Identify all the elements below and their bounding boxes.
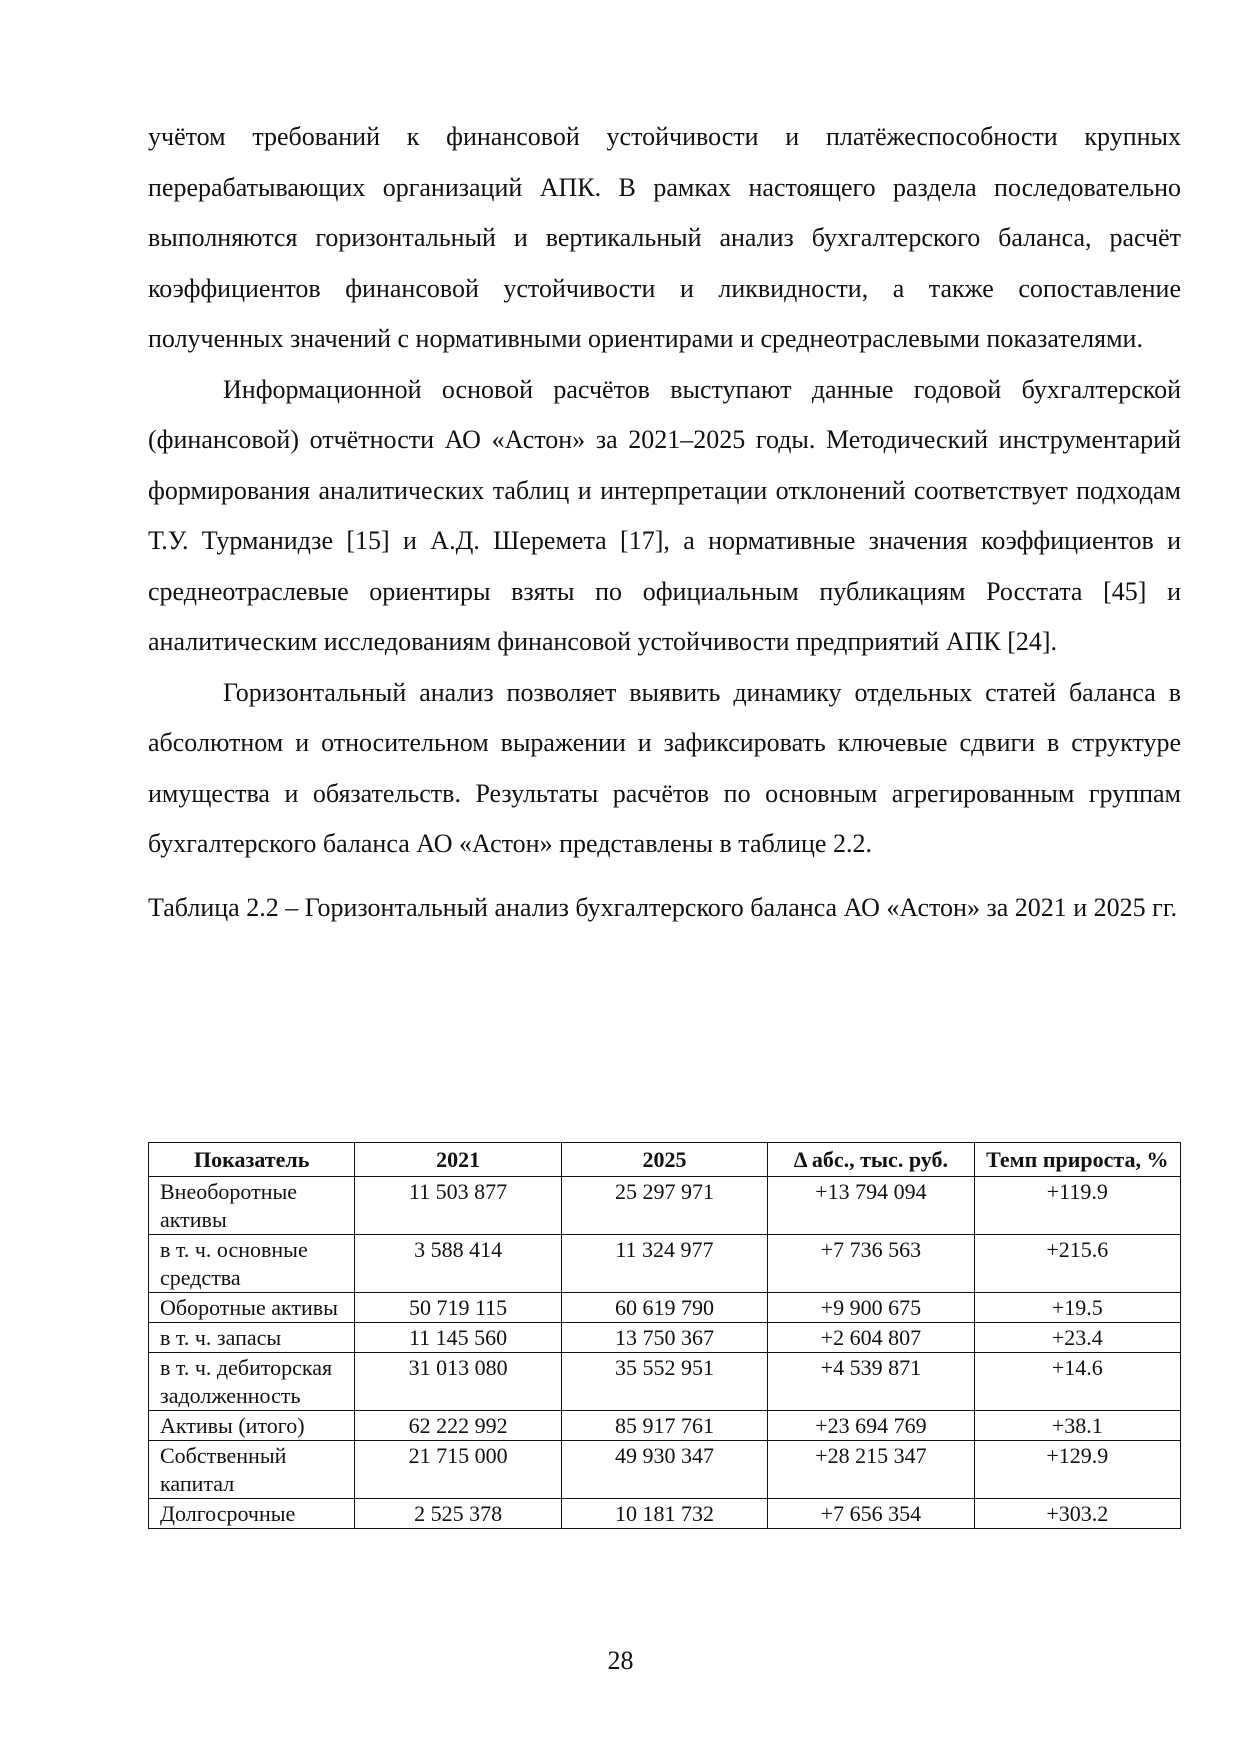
body-paragraph-1: учётом требований к финансовой устойчивости и платёжеспособности крупных перерабатывающих организаций АПК. В рамках настоящего раздела последовательно выполняются горизонтальный и вертикальный анализ бухгалтерского баланса, расчёт коэффициентов финансовой устойчивости и ликвидности, а также сопоставление полученных значений с нормативными ориентирами и среднеотраслевыми показателями. — [148, 122, 1181, 353]
value-2025: 11 324 977 — [561, 1235, 767, 1293]
row-label: Оборотные активы — [149, 1293, 355, 1323]
value-abs-change: +2 604 807 — [768, 1323, 974, 1353]
body-paragraph-2: Информационной основой расчётов выступают данные годовой бухгалтерской (финансовой) отчётности АО «Астон» за 2021–2025 годы. Методический инструментарий формирования аналитических таблиц и интерпретации отклонений соответствует подходам Т.У. Турманидзе [15] и А.Д. Шеремета [17], а нормативные значения коэффициентов и среднеотраслевые ориентиры взяты по официальным публикациям Росстата [45] и аналитическим исследованиям финансовой устойчивости предприятий АПК [24]. — [148, 374, 1181, 656]
balance-table — [148, 1142, 1181, 1529]
row-label: в т. ч. запасы — [149, 1323, 355, 1353]
value-abs-change: +7 736 563 — [768, 1235, 974, 1293]
row-label: Долгосрочные — [149, 1499, 355, 1529]
value-2021: 21 715 000 — [355, 1441, 561, 1499]
body-paragraph-3: Горизонтальный анализ позволяет выявить динамику отдельных статей баланса в абсолютном и относительном выражении и зафиксировать ключевые сдвиги в структуре имущества и обязательств. Результаты расчётов по основным агрегированным группам бухгалтерского баланса АО «Астон» представлены в таблице 2.2. — [148, 677, 1181, 858]
table-row — [149, 1235, 1181, 1293]
header-abs-change: Δ абс., тыс. руб. — [768, 1143, 974, 1177]
value-abs-change: +7 656 354 — [768, 1499, 974, 1529]
table-row — [149, 1499, 1181, 1529]
value-2021: 62 222 992 — [355, 1411, 561, 1441]
page-number: 28 — [607, 1646, 634, 1675]
value-2025: 13 750 367 — [561, 1323, 767, 1353]
value-abs-change: +23 694 769 — [768, 1411, 974, 1441]
header-growth-rate: Темп прироста, % — [974, 1143, 1180, 1177]
table-caption: Таблица 2.2 – Горизонтальный анализ бухгалтерского баланса АО «Астон» за 2021 и 2025 гг. — [148, 892, 1178, 922]
value-2025: 25 297 971 — [561, 1177, 767, 1235]
table-row — [149, 1441, 1181, 1499]
table-row — [149, 1353, 1181, 1411]
table-row — [149, 1293, 1181, 1323]
value-2021: 3 588 414 — [355, 1235, 561, 1293]
value-2025: 35 552 951 — [561, 1353, 767, 1411]
row-label: Активы (итого) — [149, 1411, 355, 1441]
header-year-2025: 2025 — [561, 1143, 767, 1177]
value-growth-rate: +19.5 — [974, 1293, 1180, 1323]
table-row — [149, 1177, 1181, 1235]
value-growth-rate: +129.9 — [974, 1441, 1180, 1499]
row-label: в т. ч. основные средства — [149, 1235, 355, 1293]
value-abs-change: +4 539 871 — [768, 1353, 974, 1411]
value-2025: 10 181 732 — [561, 1499, 767, 1529]
value-2025: 49 930 347 — [561, 1441, 767, 1499]
row-label: Внеоборотные активы — [149, 1177, 355, 1235]
value-2021: 11 503 877 — [355, 1177, 561, 1235]
value-growth-rate: +215.6 — [974, 1235, 1180, 1293]
value-growth-rate: +119.9 — [974, 1177, 1180, 1235]
value-growth-rate: +38.1 — [974, 1411, 1180, 1441]
header-indicator: Показатель — [149, 1143, 355, 1177]
page-body — [148, 112, 1181, 933]
value-2021: 2 525 378 — [355, 1499, 561, 1529]
value-2021: 31 013 080 — [355, 1353, 561, 1411]
value-growth-rate: +303.2 — [974, 1499, 1180, 1529]
table-header-row — [149, 1143, 1181, 1177]
value-2021: 11 145 560 — [355, 1323, 561, 1353]
value-abs-change: +9 900 675 — [768, 1293, 974, 1323]
value-growth-rate: +23.4 — [974, 1323, 1180, 1353]
value-2025: 85 917 761 — [561, 1411, 767, 1441]
value-growth-rate: +14.6 — [974, 1353, 1180, 1411]
value-2025: 60 619 790 — [561, 1293, 767, 1323]
row-label: в т. ч. дебиторская задолженность — [149, 1353, 355, 1411]
row-label: Собственный капитал — [149, 1441, 355, 1499]
value-abs-change: +13 794 094 — [768, 1177, 974, 1235]
header-year-2021: 2021 — [355, 1143, 561, 1177]
value-abs-change: +28 215 347 — [768, 1441, 974, 1499]
value-2021: 50 719 115 — [355, 1293, 561, 1323]
table-row — [149, 1411, 1181, 1441]
table-row — [149, 1323, 1181, 1353]
